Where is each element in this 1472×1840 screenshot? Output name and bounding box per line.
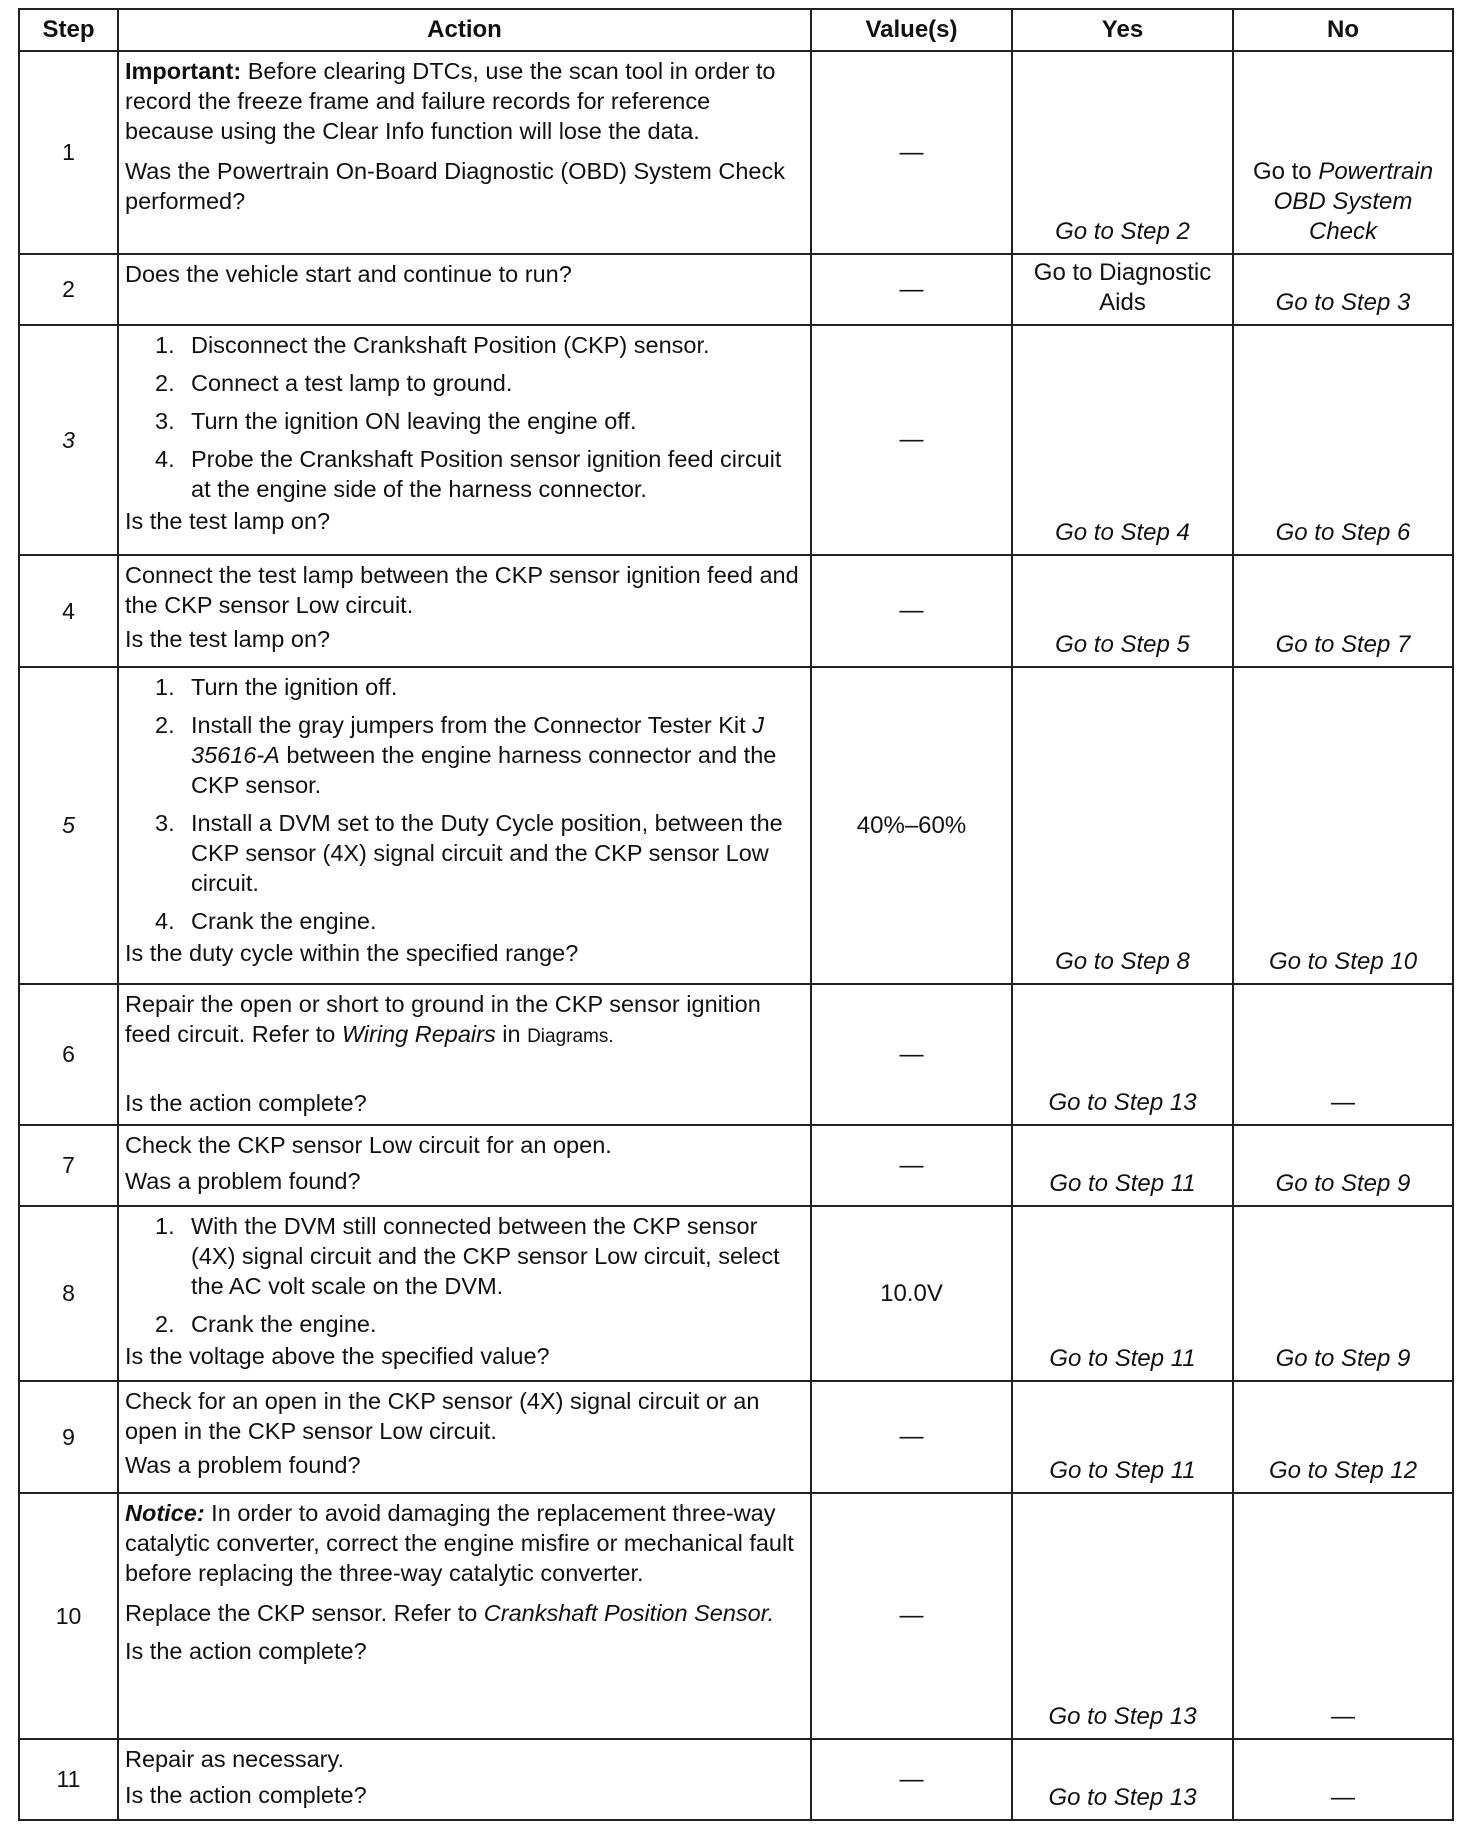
action-text: Connect the test lamp between the CKP sensor ignition feed and the CKP sensor Low circuit. xyxy=(125,562,799,618)
question: Is the voltage above the specified value? xyxy=(125,1343,550,1369)
action-cell xyxy=(118,667,811,984)
table-row xyxy=(19,984,1453,1125)
value-cell: — xyxy=(811,984,1012,1125)
action-text: Check for an open in the CKP sensor (4X) signal circuit or an open in the CKP sensor Low circuit. xyxy=(125,1388,760,1444)
list-item: 3. Install a DVM set to the Duty Cycle position, between the CKP sensor (4X) signal circuit and the CKP sensor Low circuit. xyxy=(155,810,783,896)
value-cell: — xyxy=(811,1493,1012,1739)
yes-result: Go to Diagnostic Aids xyxy=(1012,254,1233,325)
diagnostic-table xyxy=(18,8,1454,1821)
step-number: 6 xyxy=(19,984,118,1125)
no-result xyxy=(1233,51,1453,254)
no-result: Go to Step 7 xyxy=(1233,555,1453,667)
no-result: — xyxy=(1233,1493,1453,1739)
tool-number: J 35616-A xyxy=(191,712,764,768)
action-text: Repair as necessary. xyxy=(125,1746,344,1772)
no-reference: Powertrain OBD System Check xyxy=(1273,158,1434,245)
notice xyxy=(125,1498,802,1588)
yes-result: Go to Step 8 xyxy=(1012,667,1233,984)
procedure-list xyxy=(125,672,802,936)
question: Was the Powertrain On-Board Diagnostic (OBD) System Check performed? xyxy=(125,158,785,214)
procedure-list xyxy=(125,1211,802,1339)
header-action: Action xyxy=(118,9,811,51)
yes-result: Go to Step 13 xyxy=(1012,1493,1233,1739)
question: Was a problem found? xyxy=(125,1452,361,1478)
action-cell xyxy=(118,254,811,325)
table-row xyxy=(19,555,1453,667)
question: Is the action complete? xyxy=(125,1638,367,1664)
value-cell: — xyxy=(811,325,1012,555)
no-result: Go to Step 12 xyxy=(1233,1381,1453,1493)
list-item: 1. Disconnect the Crankshaft Position (CKP) sensor. xyxy=(155,332,710,358)
yes-result: Go to Step 13 xyxy=(1012,1739,1233,1820)
important-note xyxy=(125,56,802,146)
table-row xyxy=(19,667,1453,984)
value-cell: — xyxy=(811,1739,1012,1820)
notice-label: Notice: xyxy=(125,1500,205,1526)
table-row xyxy=(19,325,1453,555)
yes-result: Go to Step 2 xyxy=(1012,51,1233,254)
list-item: 1. With the DVM still connected between the CKP sensor (4X) signal circuit and the CKP sensor Low circuit, select the AC volt scale on the DVM. xyxy=(155,1213,780,1299)
yes-result: Go to Step 11 xyxy=(1012,1206,1233,1381)
list-item: 2. Connect a test lamp to ground. xyxy=(155,370,513,396)
no-result: Go to Step 10 xyxy=(1233,667,1453,984)
step-number: 8 xyxy=(19,1206,118,1381)
step-number: 9 xyxy=(19,1381,118,1493)
action-cell xyxy=(118,1493,811,1739)
table-row xyxy=(19,1381,1453,1493)
yes-result: Go to Step 5 xyxy=(1012,555,1233,667)
reference: Wiring Repairs xyxy=(341,1021,496,1047)
yes-result: Go to Step 4 xyxy=(1012,325,1233,555)
no-result: — xyxy=(1233,1739,1453,1820)
no-result: Go to Step 9 xyxy=(1233,1125,1453,1206)
action-cell xyxy=(118,1739,811,1820)
list-item: 2. Install the gray jumpers from the Connector Tester Kit J 35616-A between the engine harness connector and the CKP sensor. xyxy=(155,712,777,798)
action-cell xyxy=(118,555,811,667)
table-row xyxy=(19,1739,1453,1820)
step-number: 10 xyxy=(19,1493,118,1739)
question: Was a problem found? xyxy=(125,1168,361,1194)
action-cell xyxy=(118,984,811,1125)
header-yes: Yes xyxy=(1012,9,1233,51)
action-text: Repair the open or short to ground in the CKP sensor ignition feed circuit. Refer to Wiring Repairs in Diagrams. xyxy=(125,991,761,1047)
step-number: 3 xyxy=(19,325,118,555)
yes-result: Go to Step 13 xyxy=(1012,984,1233,1125)
reference: Crankshaft Position Sensor. xyxy=(483,1600,775,1626)
step-number: 4 xyxy=(19,555,118,667)
list-item: 2. Crank the engine. xyxy=(155,1311,377,1337)
table-row xyxy=(19,254,1453,325)
step-number: 7 xyxy=(19,1125,118,1206)
action-text: Check the CKP sensor Low circuit for an open. xyxy=(125,1132,612,1158)
no-result: Go to Step 3 xyxy=(1233,254,1453,325)
table-row xyxy=(19,51,1453,254)
table-row xyxy=(19,1493,1453,1739)
question: Is the action complete? xyxy=(125,1090,367,1116)
question: Does the vehicle start and continue to run? xyxy=(125,261,572,287)
value-cell: 10.0V xyxy=(811,1206,1012,1381)
no-prefix: Go to xyxy=(1252,158,1319,185)
action-text: Replace the CKP sensor. Refer to Crankshaft Position Sensor. xyxy=(125,1600,775,1626)
no-result: Go to Step 6 xyxy=(1233,325,1453,555)
action-cell xyxy=(118,51,811,254)
value-cell: 40%–60% xyxy=(811,667,1012,984)
list-item: 3. Turn the ignition ON leaving the engine off. xyxy=(155,408,637,434)
list-item: 4. Probe the Crankshaft Position sensor ignition feed circuit at the engine side of the harness connector. xyxy=(155,446,782,502)
notice-text: In order to avoid damaging the replacement three-way catalytic converter, correct the engine misfire or mechanical fault before replacing the three-way catalytic converter. xyxy=(125,1500,794,1586)
action-cell xyxy=(118,1125,811,1206)
header-row xyxy=(19,9,1453,51)
question: Is the test lamp on? xyxy=(125,626,331,652)
value-cell: — xyxy=(811,1125,1012,1206)
list-item: 4. Crank the engine. xyxy=(155,908,377,934)
step-number: 2 xyxy=(19,254,118,325)
no-result: Go to Step 9 xyxy=(1233,1206,1453,1381)
table-row xyxy=(19,1206,1453,1381)
question: Is the test lamp on? xyxy=(125,508,331,534)
yes-result: Go to Step 11 xyxy=(1012,1381,1233,1493)
important-text: Before clearing DTCs, use the scan tool in order to record the freeze frame and failure records for reference because using the Clear Info function will lose the data. xyxy=(125,58,776,144)
question: Is the action complete? xyxy=(125,1782,367,1808)
header-values: Value(s) xyxy=(811,9,1012,51)
step-number: 5 xyxy=(19,667,118,984)
header-no: No xyxy=(1233,9,1453,51)
step-number: 1 xyxy=(19,51,118,254)
value-cell: — xyxy=(811,1381,1012,1493)
value-cell: — xyxy=(811,254,1012,325)
procedure-list xyxy=(125,330,802,504)
yes-result: Go to Step 11 xyxy=(1012,1125,1233,1206)
table-row xyxy=(19,1125,1453,1206)
action-cell xyxy=(118,325,811,555)
header-step: Step xyxy=(19,9,118,51)
action-cell xyxy=(118,1381,811,1493)
question: Is the duty cycle within the specified range? xyxy=(125,940,579,966)
no-result: — xyxy=(1233,984,1453,1125)
list-item: 1. Turn the ignition off. xyxy=(155,674,398,700)
value-cell: — xyxy=(811,555,1012,667)
action-cell xyxy=(118,1206,811,1381)
step-number: 11 xyxy=(19,1739,118,1820)
value-cell: — xyxy=(811,51,1012,254)
diagnostic-table-page xyxy=(18,8,1452,1821)
important-label: Important: xyxy=(125,58,242,84)
